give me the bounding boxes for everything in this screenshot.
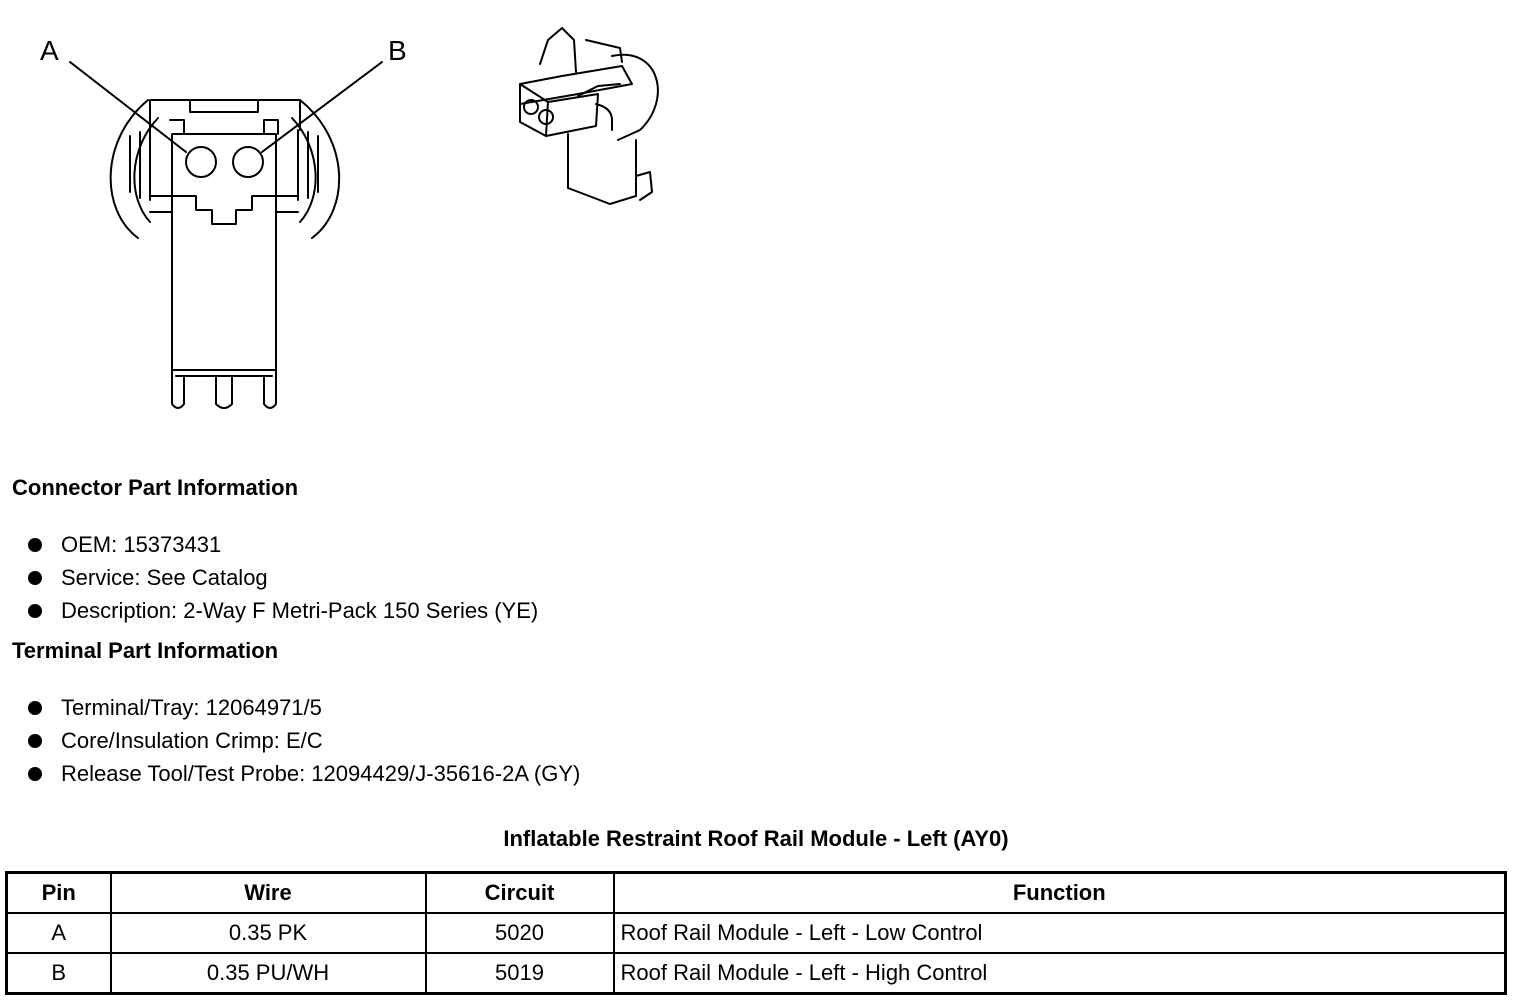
callout-line-a (70, 62, 186, 152)
list-item-text: Core/Insulation Crimp: E/C (61, 728, 323, 753)
column-header-function: Function (614, 873, 1506, 914)
center-pin (216, 376, 232, 408)
cell-function: Roof Rail Module - Left - Low Control (614, 913, 1506, 953)
connector-isometric-view (520, 28, 658, 204)
list-item-text: Description: 2-Way F Metri-Pack 150 Series (YE) (61, 598, 539, 623)
connector-diagram (0, 0, 700, 440)
cell-pin: A (7, 913, 111, 953)
bullet-icon (28, 571, 42, 585)
bullet-icon (28, 538, 42, 552)
table-row (7, 953, 1506, 994)
list-item-text: OEM: 15373431 (61, 532, 222, 557)
connector-drawing (0, 0, 700, 440)
bullet-icon (28, 734, 42, 748)
connector-part-info-heading: Connector Part Information (12, 475, 299, 500)
cell-wire: 0.35 PK (111, 913, 426, 953)
right-wing-outline (300, 100, 339, 238)
cavity-a (186, 147, 216, 177)
table-header-row (7, 873, 1506, 914)
connector-part-info-list (28, 528, 538, 627)
cell-circuit: 5020 (426, 913, 614, 953)
table-row (7, 913, 1506, 953)
bullet-icon (28, 701, 42, 715)
callout-label-b: B (388, 35, 407, 66)
cell-circuit: 5019 (426, 953, 614, 994)
pinout-table (5, 871, 1507, 995)
terminal-part-info-heading: Terminal Part Information (12, 638, 279, 663)
list-item (28, 691, 580, 724)
list-item-text: Service: See Catalog (61, 565, 268, 590)
cell-wire: 0.35 PU/WH (111, 953, 426, 994)
list-item-text: Terminal/Tray: 12064971/5 (61, 695, 322, 720)
cavity-b (233, 147, 263, 177)
callout-line-b (262, 62, 382, 152)
terminal-part-info-list (28, 691, 580, 790)
list-item-text: Release Tool/Test Probe: 12094429/J-35616-2A (GY) (61, 761, 581, 786)
cell-pin: B (7, 953, 111, 994)
callout-label-a: A (40, 35, 59, 66)
list-item (28, 594, 538, 627)
column-header-circuit: Circuit (426, 873, 614, 914)
list-item (28, 528, 538, 561)
pinout-table-title: Inflatable Restraint Roof Rail Module - Left (AY0) (503, 826, 1009, 851)
column-header-pin: Pin (7, 873, 111, 914)
list-item (28, 724, 580, 757)
bullet-icon (28, 767, 42, 781)
list-item (28, 757, 580, 790)
list-item (28, 561, 538, 594)
bullet-icon (28, 604, 42, 618)
column-header-wire: Wire (111, 873, 426, 914)
connector-housing (172, 134, 276, 224)
cell-function: Roof Rail Module - Left - High Control (614, 953, 1506, 994)
